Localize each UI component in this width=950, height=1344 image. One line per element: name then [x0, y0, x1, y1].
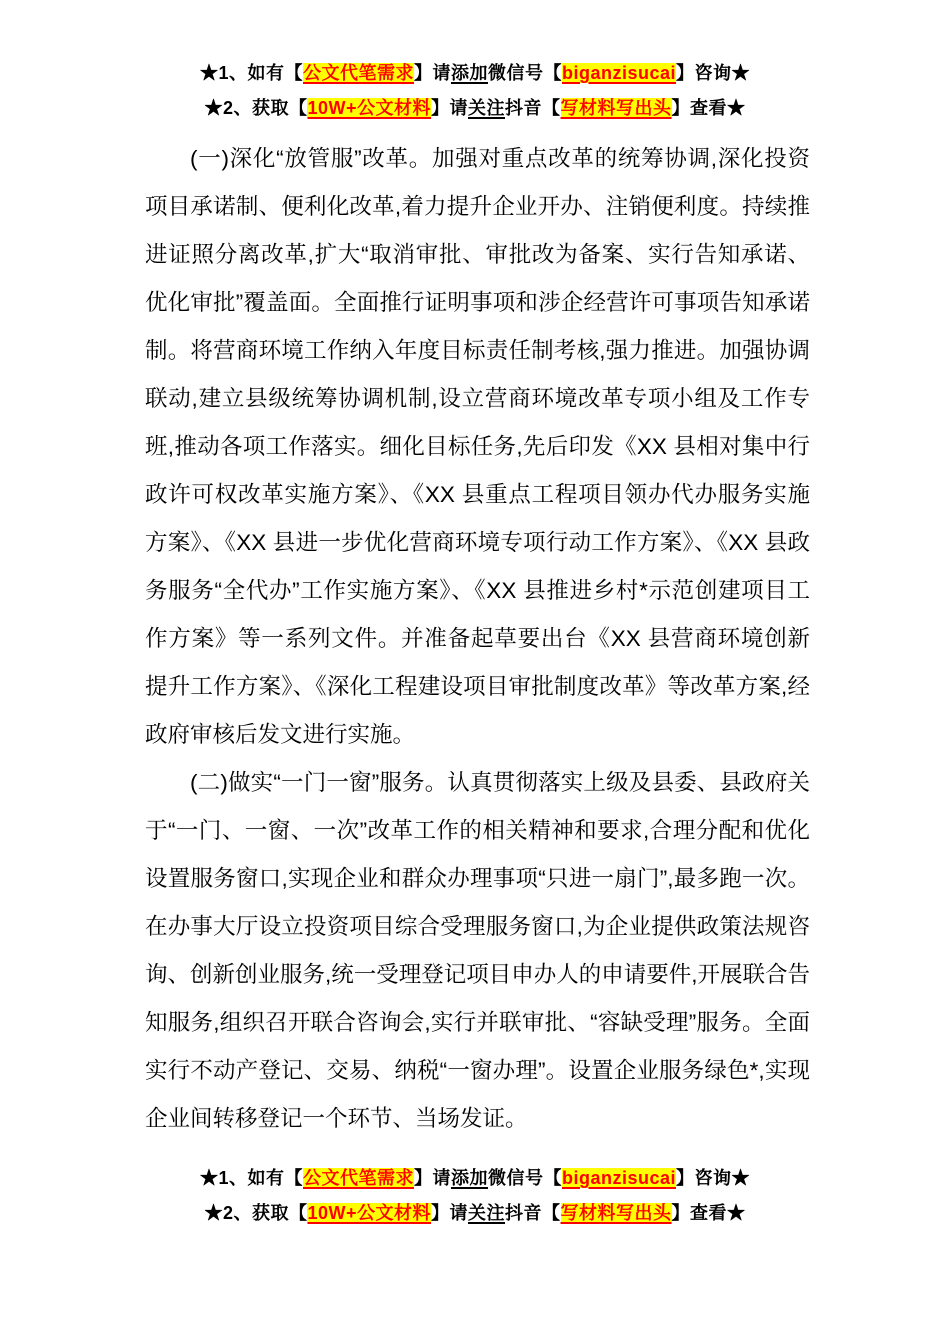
- banner-text: 】咨询★: [676, 1168, 751, 1188]
- banner-text: 】查看★: [671, 98, 746, 118]
- promo-banner-top: [0, 0, 950, 126]
- promo-banner-bottom: [0, 1161, 950, 1231]
- follow-action-underline: 关注: [468, 1203, 506, 1223]
- banner-text: 】请: [413, 1168, 451, 1188]
- banner-text: 】请: [431, 1203, 469, 1223]
- promo-banner-line-1: [0, 56, 950, 91]
- service-keyword-highlight: 公文代笔需求: [302, 63, 414, 83]
- banner-text: ★2、获取【: [204, 1203, 308, 1223]
- douyin-account-highlight: 写材料写出头: [560, 1203, 672, 1223]
- follow-action-underline: 关注: [468, 98, 506, 118]
- banner-text: 微信号【: [487, 1168, 562, 1188]
- banner-text: ★1、如有【: [199, 1168, 303, 1188]
- wechat-id-highlight: biganzisucai: [561, 63, 677, 83]
- add-action-underline: 添加: [450, 63, 488, 83]
- paragraph-reform-fangguanfu: (一)深化“放管服”改革。加强对重点改革的统筹协调,深化投资项目承诺制、便利化改革,着力提升企业开办、注销便利度。持续推进证照分离改革,扩大“取消审批、审批改为备案、实行告知承诺、优化审批”覆盖面。全面推行证明事项和涉企经营许可事项告知承诺制。将营商环境工作纳入年度目标责任制考核,强力推进。加强协调联动,建立县级统筹协调机制,设立营商环境改革专项小组及工作专班,推动各项工作落实。细化目标任务,先后印发《XX 县相对集中行政许可权改革实施方案》、《XX 县重点工程项目领办代办服务实施方案》、《XX 县进一步优化营商环境专项行动工作方案》、《XX 县政务服务“全代办”工作实施方案》、《XX 县推进乡村*示范创建项目工作方案》等一系列文件。并准备起草要出台《XX 县营商环境创新提升工作方案》、《深化工程建设项目审批制度改革》等改革方案,经政府审核后发文进行实施。: [145, 146, 810, 747]
- banner-text: 】请: [431, 98, 469, 118]
- wechat-id-highlight: biganzisucai: [561, 1168, 677, 1188]
- promo-banner-line-2: [0, 1196, 950, 1231]
- promo-banner-line-1: [0, 1161, 950, 1196]
- banner-text: 微信号【: [487, 63, 562, 83]
- banner-text: ★2、获取【: [204, 98, 308, 118]
- banner-text: ★1、如有【: [199, 63, 303, 83]
- promo-banner-line-2: [0, 91, 950, 126]
- banner-text: 抖音【: [505, 1203, 561, 1223]
- douyin-account-highlight: 写材料写出头: [560, 98, 672, 118]
- service-keyword-highlight: 公文代笔需求: [302, 1168, 414, 1188]
- banner-text: 】查看★: [671, 1203, 746, 1223]
- add-action-underline: 添加: [450, 1168, 488, 1188]
- materials-keyword-highlight: 10W+公文材料: [307, 1203, 432, 1223]
- materials-keyword-highlight: 10W+公文材料: [307, 98, 432, 118]
- banner-text: 】请: [413, 63, 451, 83]
- document-body: [145, 135, 810, 1143]
- banner-text: 抖音【: [505, 98, 561, 118]
- paragraph-one-door-one-window: (二)做实“一门一窗”服务。认真贯彻落实上级及县委、县政府关于“一门、一窗、一次”改革工作的相关精神和要求,合理分配和优化设置服务窗口,实现企业和群众办理事项“只进一扇门”,最多跑一次。在办事大厅设立投资项目综合受理服务窗口,为企业提供政策法规咨询、创新创业服务,统一受理登记项目申办人的申请要件,开展联合告知服务,组织召开联合咨询会,实行并联审批、“容缺受理”服务。全面实行不动产登记、交易、纳税“一窗办理”。设置企业服务绿色*,实现企业间转移登记一个环节、当场发证。: [145, 770, 811, 1131]
- banner-text: 】咨询★: [676, 63, 751, 83]
